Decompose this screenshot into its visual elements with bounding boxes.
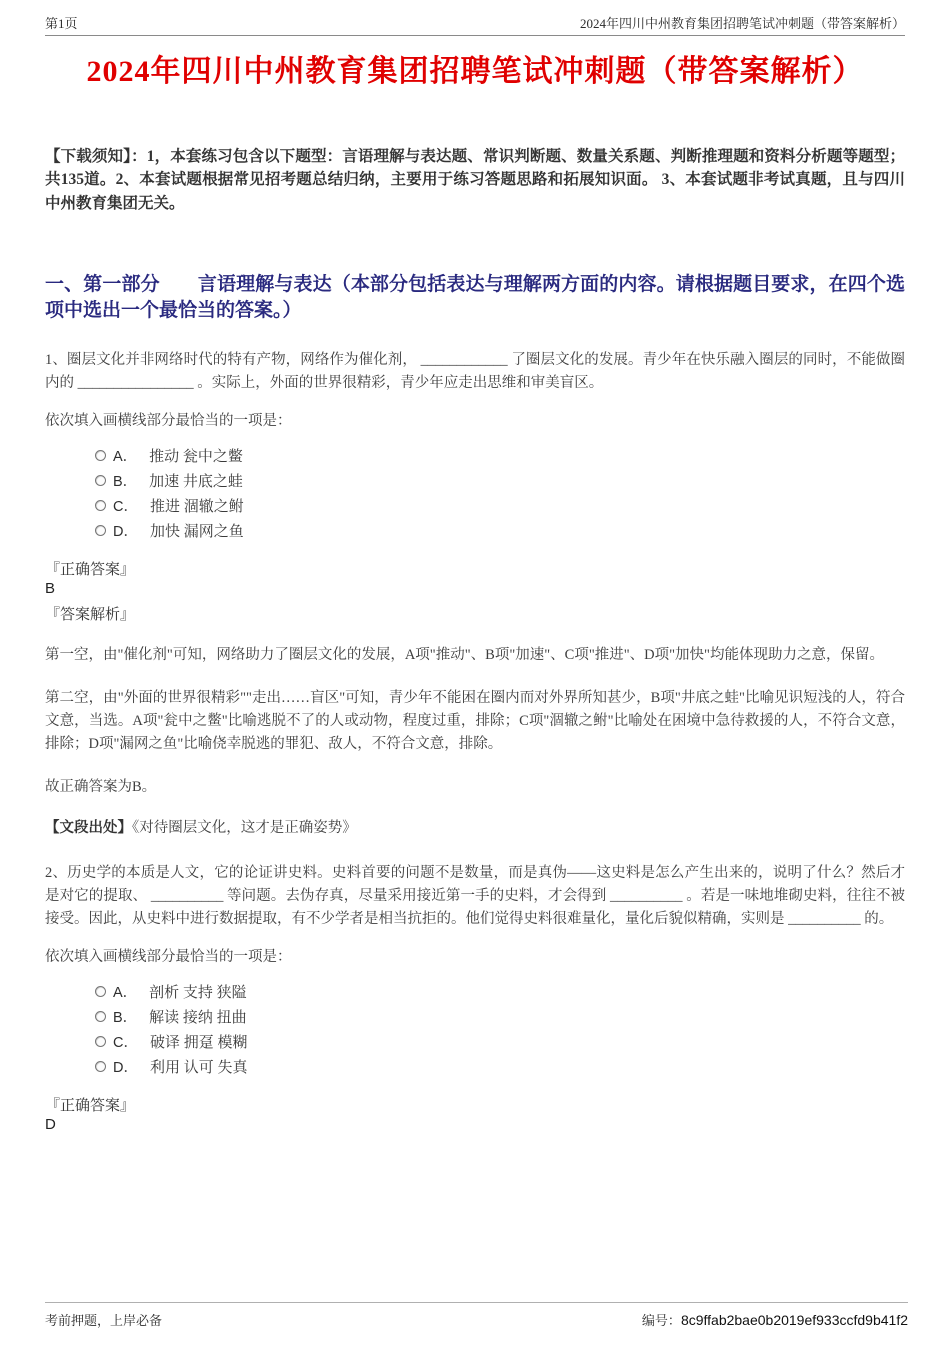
option-row-d[interactable]	[95, 518, 905, 543]
correct-answer-value: D	[45, 1116, 56, 1133]
analysis-label: 『答案解析』	[45, 607, 136, 623]
footer-slogan: 考前押题，上岸必备	[45, 1313, 163, 1328]
footer-serial-value: 8c9ffab2bae0b2019ef933ccfd9b41f2	[680, 1312, 908, 1328]
option-row-c[interactable]	[95, 493, 905, 518]
question-block-1	[45, 349, 905, 837]
question-2-prompt: 依次填入画横线部分最恰当的一项是：	[45, 949, 292, 965]
correct-answer-value: B	[45, 580, 56, 597]
option-row-d[interactable]	[95, 1054, 905, 1079]
option-text: 利用 认可 失真	[149, 1060, 248, 1076]
question-2-stem: 2、历史学的本质是人文，它的论证讲史料。史料首要的问题不是数量，而是真伪——这史料是怎么产生出来的，说明了什么？然后才是对它的提取、 __________ 等问题。去伪存真，尽量采用接近第一手的史料，才会得到 __________ 。若是一味地堆砌史料，往往不被接受。因此，从史料中进行数据提取，有不少学者是相当抗拒的。他们觉得史料很难量化，量化后貌似精确，实则是 __________ 的。	[45, 865, 905, 927]
option-text: 加速 井底之蛙	[149, 474, 243, 490]
radio-button-icon[interactable]	[95, 1011, 106, 1022]
option-row-b[interactable]	[95, 468, 905, 493]
correct-answer-label: 『正确答案』	[45, 562, 136, 578]
question-1-prompt: 依次填入画横线部分最恰当的一项是：	[45, 413, 292, 429]
analysis-paragraph: 第二空，由"外面的世界很精彩""走出……盲区"可知，青少年不能困在圈内而对外界所知甚少，B项"井底之蛙"比喻见识短浅的人，符合文意，当选。A项"瓮中之鳖"比喻逃脱不了的人或动物，程度过重，排除；C项"涸辙之鲋"比喻处在困境中急待救援的人，不符合文意，排除；D项"漏网之鱼"比喻侥幸脱逃的罪犯、敌人，不符合文意，排除。	[45, 690, 905, 752]
radio-button-icon[interactable]	[95, 986, 106, 997]
option-letter: C．	[113, 499, 138, 515]
header-doc-title: 2024年四川中州教育集团招聘笔试冲刺题（带答案解析）	[579, 16, 905, 31]
option-letter: B．	[113, 1010, 138, 1026]
option-letter: D．	[113, 1060, 138, 1076]
passage-source	[45, 816, 905, 837]
analysis-conclusion: 故正确答案为B。	[45, 779, 157, 795]
download-notice: 【下载须知】：1，本套练习包含以下题型：言语理解与表达题、常识判断题、数量关系题、判断推理题和资料分析题等题型；共135道。2、本套试题根据常见招考题总结归纳，主要用于练习答题思路和拓展知识面。 3、本套试题非考试真题，且与四川中州教育集团无关。	[45, 147, 905, 212]
passage-source-title: 《对待圈层文化，这才是正确姿势》	[132, 820, 357, 836]
option-text: 推动 瓮中之鳖	[149, 449, 243, 465]
option-letter: A．	[113, 985, 138, 1001]
radio-button-icon[interactable]	[95, 1036, 106, 1047]
analysis-paragraph: 第一空，由"催化剂"可知，网络助力了圈层文化的发展，A项"推动"、B项"加速"、C项"推进"、D项"加快"均能体现助力之意，保留。	[45, 647, 884, 663]
option-text: 推进 涸辙之鲋	[149, 499, 244, 515]
option-letter: A．	[113, 449, 138, 465]
header-page-number: 第1页	[45, 16, 78, 31]
question-1-options	[95, 443, 905, 543]
footer-serial-label: 编号：	[641, 1313, 681, 1328]
option-row-a[interactable]	[95, 979, 905, 1004]
radio-button-icon[interactable]	[95, 500, 106, 511]
question-1-stem: 1、圈层文化并非网络时代的特有产物，网络作为催化剂， ____________ 了圈层文化的发展。青少年在快乐融入圈层的同时，不能做圈内的 ________________ 。实际上，外面的世界很精彩，青少年应走出思维和审美盲区。	[45, 352, 905, 391]
option-text: 破译 拥趸 模糊	[149, 1035, 248, 1051]
option-letter: C．	[113, 1035, 138, 1051]
page-footer	[45, 1302, 908, 1329]
option-text: 剖析 支持 狭隘	[149, 985, 247, 1001]
option-text: 加快 漏网之鱼	[149, 524, 244, 540]
section-heading: 一、第一部分 言语理解与表达（本部分包括表达与理解两方面的内容。请根据题目要求，在四个选项中选出一个最恰当的答案。）	[45, 274, 905, 321]
option-row-b[interactable]	[95, 1004, 905, 1029]
option-row-c[interactable]	[95, 1029, 905, 1054]
option-letter: B．	[113, 474, 138, 490]
radio-button-icon[interactable]	[95, 450, 106, 461]
passage-source-label: 【文段出处】	[45, 820, 132, 836]
correct-answer-label: 『正确答案』	[45, 1098, 136, 1114]
radio-button-icon[interactable]	[95, 525, 106, 536]
option-text: 解读 接纳 扭曲	[149, 1010, 247, 1026]
radio-button-icon[interactable]	[95, 475, 106, 486]
question-2-options	[95, 979, 905, 1079]
footer-serial	[642, 1310, 908, 1329]
page-header	[45, 13, 905, 36]
question-block-2	[45, 862, 905, 1134]
radio-button-icon[interactable]	[95, 1061, 106, 1072]
document-title: 2024年四川中州教育集团招聘笔试冲刺题（带答案解析）	[86, 55, 864, 88]
option-row-a[interactable]	[95, 443, 905, 468]
option-letter: D．	[113, 524, 138, 540]
